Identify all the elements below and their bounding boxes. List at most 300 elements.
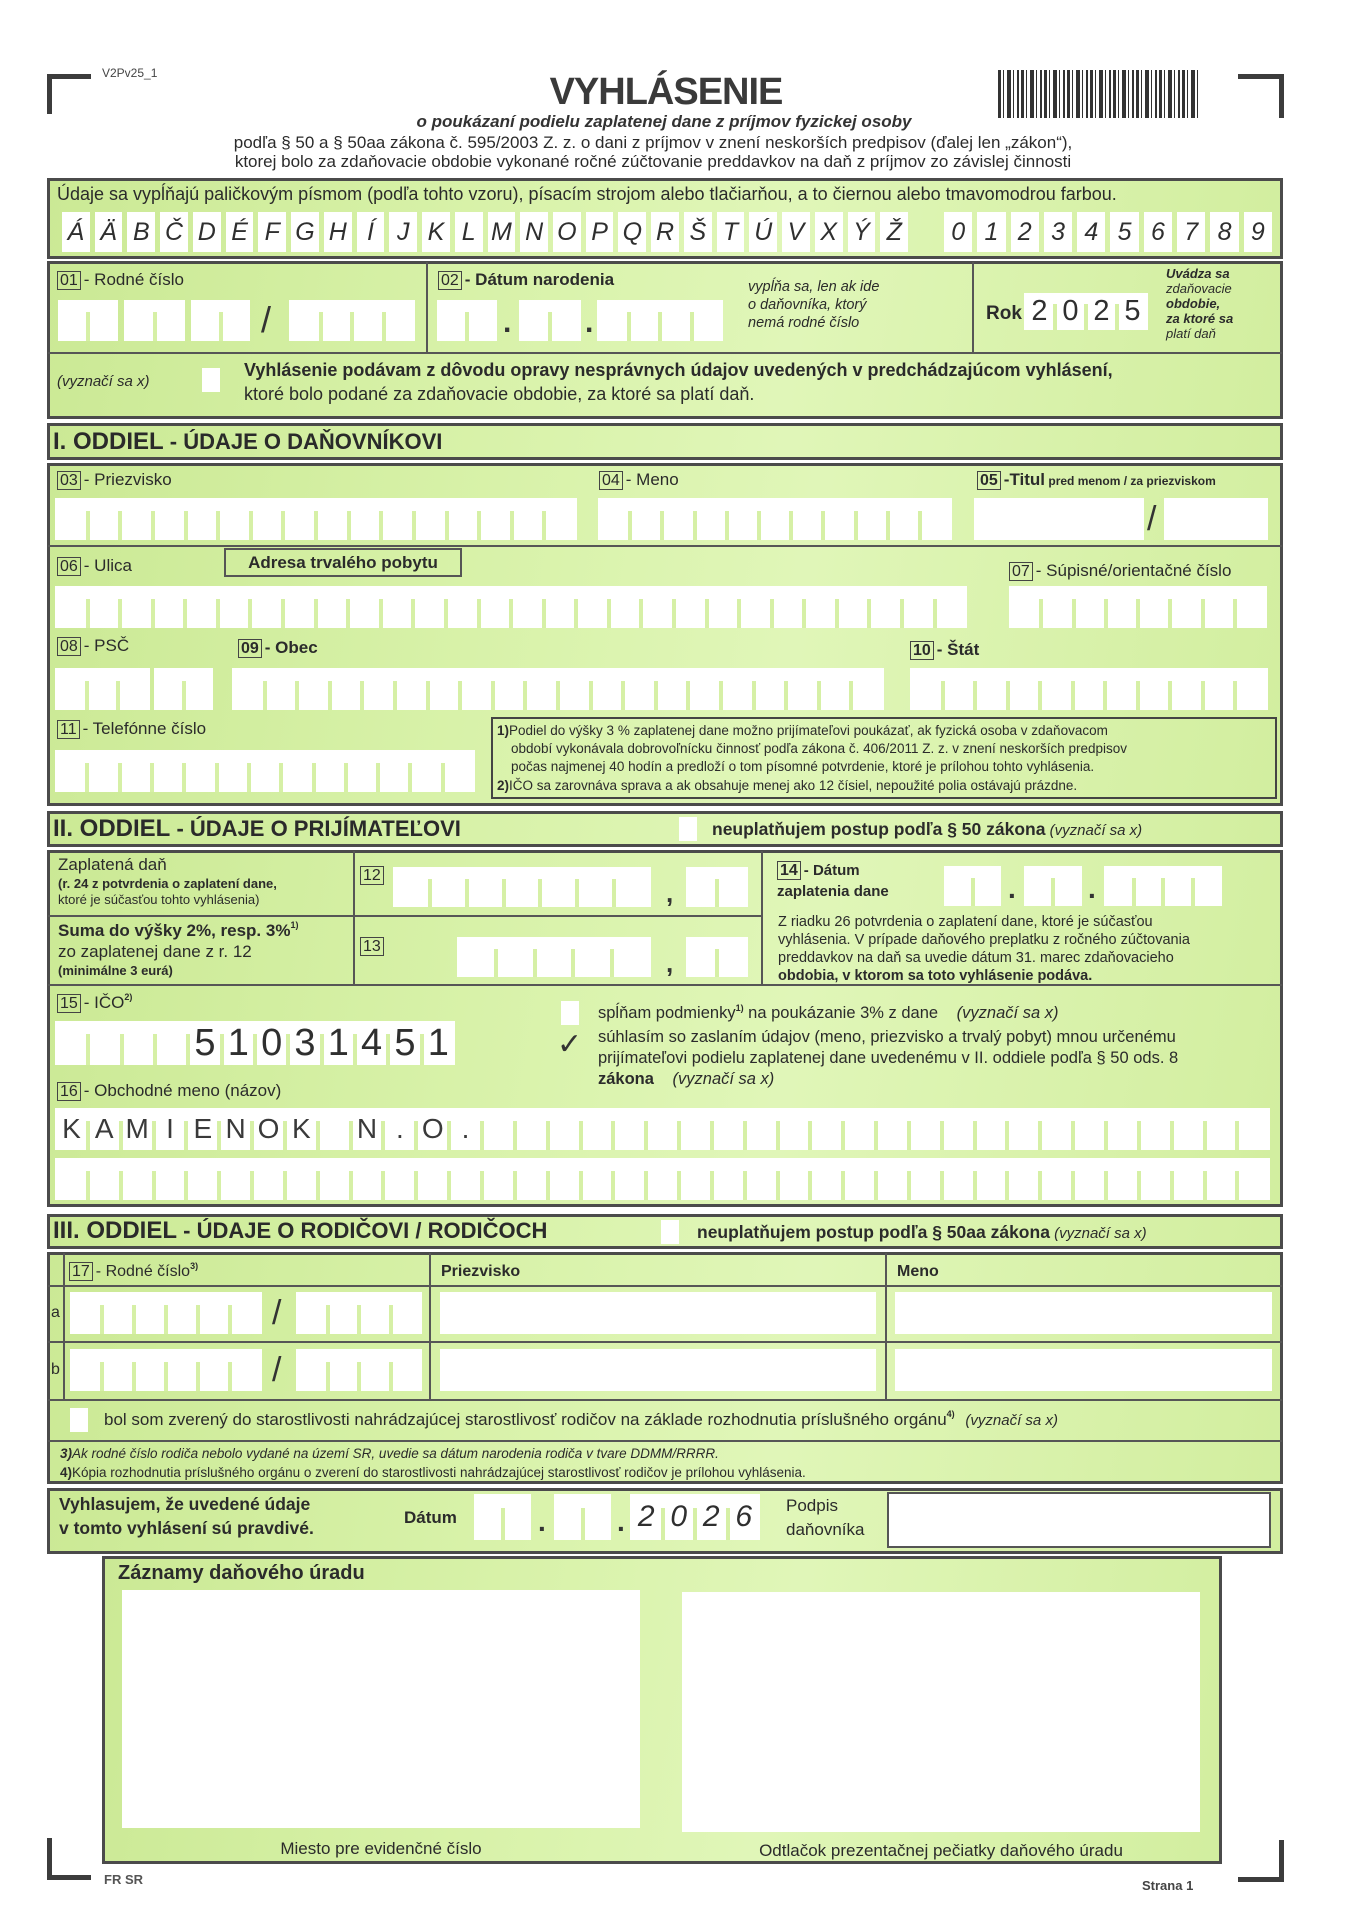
input-cell[interactable] [629, 300, 661, 341]
input-cell[interactable] [378, 750, 410, 792]
input-cell[interactable] [437, 300, 467, 341]
input-cell[interactable]: K [62, 1113, 81, 1144]
input-cell[interactable] [88, 1021, 121, 1065]
input-cell[interactable]: 1 [222, 1021, 255, 1065]
input-cell[interactable] [384, 300, 416, 341]
input-cell[interactable] [856, 498, 888, 540]
input-cell[interactable] [414, 498, 447, 540]
birth-year-cells[interactable] [597, 300, 723, 341]
input-cell[interactable] [1073, 1158, 1106, 1200]
declaration-day-cells[interactable] [474, 1494, 531, 1540]
input-cell[interactable] [102, 1292, 134, 1334]
input-cell[interactable]: 5 [388, 1021, 421, 1065]
input-cell[interactable] [154, 668, 184, 710]
input-cell[interactable] [479, 586, 512, 628]
input-cell[interactable] [1163, 866, 1193, 906]
input-cell[interactable] [251, 498, 284, 540]
birth-month-cells[interactable] [519, 300, 581, 341]
conditions-checkbox[interactable] [561, 1001, 579, 1025]
input-cell[interactable] [819, 668, 852, 710]
suma-cents-cells[interactable] [686, 937, 748, 977]
input-cell[interactable] [550, 300, 581, 341]
input-cell[interactable]: 1 [422, 1021, 455, 1065]
input-cell[interactable] [613, 1158, 646, 1200]
input-cell[interactable] [1235, 668, 1268, 710]
input-cell[interactable] [328, 1292, 360, 1334]
rodne-cislo-cells-2[interactable] [124, 300, 185, 341]
parent-b-priezvisko-input[interactable] [440, 1349, 876, 1391]
input-cell[interactable] [598, 498, 630, 540]
input-cell[interactable] [902, 586, 935, 628]
input-cell[interactable] [935, 586, 967, 628]
input-cell[interactable] [155, 1021, 188, 1065]
input-cell[interactable] [154, 1158, 187, 1200]
input-cell[interactable] [975, 1108, 1008, 1150]
input-cell[interactable] [558, 668, 591, 710]
input-cell[interactable] [328, 1349, 360, 1391]
input-cell[interactable] [217, 750, 249, 792]
input-cell[interactable] [942, 1108, 975, 1150]
input-cell[interactable] [591, 668, 624, 710]
input-cell[interactable] [55, 1158, 88, 1200]
input-cell[interactable] [1106, 586, 1138, 628]
input-cell[interactable]: 2 [1086, 293, 1117, 330]
input-cell[interactable] [218, 586, 251, 628]
input-cell[interactable] [58, 300, 88, 341]
input-cell[interactable]: E [186, 1108, 219, 1150]
input-cell[interactable] [712, 1158, 745, 1200]
input-cell[interactable] [754, 668, 787, 710]
input-cell[interactable] [851, 668, 884, 710]
input-cell[interactable] [1024, 866, 1053, 906]
input-cell[interactable] [1237, 1158, 1270, 1200]
input-cell[interactable] [87, 668, 119, 710]
obec-cells[interactable] [232, 668, 884, 710]
input-cell[interactable] [739, 586, 772, 628]
input-cell[interactable] [504, 867, 541, 907]
input-cell[interactable] [1237, 1108, 1270, 1150]
input-cell[interactable] [688, 668, 721, 710]
input-cell[interactable] [837, 586, 870, 628]
input-cell[interactable] [166, 1349, 198, 1391]
input-cell[interactable] [359, 1349, 391, 1391]
input-cell[interactable]: N [219, 1108, 252, 1150]
input-cell[interactable] [612, 937, 651, 977]
payment-month-cells[interactable] [1024, 866, 1082, 906]
input-cell[interactable] [351, 1158, 384, 1200]
input-cell[interactable] [1235, 586, 1267, 628]
input-cell[interactable] [362, 668, 395, 710]
input-cell[interactable] [155, 300, 186, 341]
priezvisko-cells[interactable] [55, 498, 577, 540]
rodne-cislo-cells-1[interactable] [58, 300, 118, 341]
input-cell[interactable] [876, 1108, 909, 1150]
psc-cells-1[interactable] [55, 668, 150, 710]
input-cell[interactable] [1172, 1158, 1205, 1200]
input-cell[interactable] [973, 866, 1002, 906]
stat-cells[interactable] [910, 668, 1268, 710]
input-cell[interactable] [515, 1108, 548, 1150]
input-cell[interactable]: K [285, 1108, 318, 1150]
input-cell[interactable] [449, 1158, 482, 1200]
input-cell[interactable] [318, 1158, 351, 1200]
input-cell[interactable] [511, 586, 544, 628]
input-cell[interactable] [1138, 668, 1171, 710]
input-cell[interactable] [679, 1108, 712, 1150]
input-cell[interactable] [314, 750, 346, 792]
correction-checkbox[interactable] [202, 368, 220, 392]
input-cell[interactable] [346, 750, 378, 792]
input-cell[interactable] [1106, 1108, 1139, 1150]
input-cell[interactable] [1139, 1158, 1172, 1200]
input-cell[interactable] [428, 668, 461, 710]
input-cell[interactable] [1172, 1108, 1205, 1150]
input-cell[interactable]: . [383, 1108, 416, 1150]
input-cell[interactable] [153, 586, 186, 628]
input-cell[interactable] [316, 498, 349, 540]
input-cell[interactable] [348, 586, 381, 628]
input-cell[interactable] [1009, 586, 1041, 628]
input-cell[interactable] [778, 1158, 811, 1200]
input-cell[interactable]: 1 [322, 1021, 355, 1065]
input-cell[interactable] [283, 498, 316, 540]
input-cell[interactable]: 0 [255, 1021, 288, 1065]
parent-b-rc-cells-2[interactable] [296, 1349, 422, 1391]
input-cell[interactable] [909, 1108, 942, 1150]
input-cell[interactable] [186, 1158, 219, 1200]
input-cell[interactable] [727, 498, 759, 540]
input-cell[interactable] [614, 867, 651, 907]
input-cell[interactable] [443, 750, 475, 792]
psc-cells-2[interactable] [154, 668, 213, 710]
input-cell[interactable] [786, 668, 819, 710]
parent-b-rc-cells-1[interactable] [70, 1349, 262, 1391]
input-cell[interactable] [352, 300, 384, 341]
input-cell[interactable] [230, 1349, 262, 1391]
payment-year-cells[interactable] [1104, 866, 1222, 906]
input-cell[interactable] [265, 668, 298, 710]
parent-a-rc-cells-1[interactable] [70, 1292, 262, 1334]
input-cell[interactable] [1203, 586, 1235, 628]
input-cell[interactable] [810, 1158, 843, 1200]
input-cell[interactable] [888, 498, 920, 540]
input-cell[interactable] [152, 750, 184, 792]
telefon-cells[interactable] [55, 750, 475, 792]
input-cell[interactable] [778, 1108, 811, 1150]
input-cell[interactable] [493, 668, 526, 710]
input-cell[interactable] [540, 867, 577, 907]
input-cell[interactable]: 6 [728, 1494, 761, 1540]
input-cell[interactable] [876, 1158, 909, 1200]
input-cell[interactable] [646, 1158, 679, 1200]
input-cell[interactable] [296, 1292, 328, 1334]
input-cell[interactable] [383, 1158, 416, 1200]
input-cell[interactable] [446, 586, 479, 628]
input-cell[interactable] [717, 937, 748, 977]
input-cell[interactable]: 0 [663, 1494, 696, 1540]
input-cell[interactable] [1073, 1108, 1106, 1150]
input-cell[interactable] [474, 1494, 503, 1540]
input-cell[interactable] [910, 668, 943, 710]
input-cell[interactable] [230, 1292, 262, 1334]
zaplatena-dan-cells[interactable] [393, 867, 651, 907]
input-cell[interactable] [1073, 668, 1106, 710]
input-cell[interactable] [191, 300, 221, 341]
input-cell[interactable] [686, 937, 717, 977]
input-cell[interactable] [717, 867, 748, 907]
input-cell[interactable] [391, 1292, 423, 1334]
input-cell[interactable] [198, 1292, 230, 1334]
input-cell[interactable] [623, 668, 656, 710]
titul-pred-input[interactable] [974, 498, 1144, 540]
input-cell[interactable] [413, 586, 446, 628]
input-cell[interactable] [55, 586, 88, 628]
signature-field[interactable] [887, 1492, 1271, 1548]
input-cell[interactable] [70, 1349, 102, 1391]
input-cell[interactable] [395, 668, 428, 710]
input-cell[interactable] [281, 750, 313, 792]
parent-a-priezvisko-input[interactable] [440, 1292, 876, 1334]
input-cell[interactable] [120, 498, 153, 540]
parent-b-meno-input[interactable] [895, 1349, 1272, 1391]
input-cell[interactable] [544, 498, 577, 540]
input-cell[interactable] [745, 1158, 778, 1200]
input-cell[interactable] [185, 586, 218, 628]
input-cell[interactable] [120, 750, 152, 792]
input-cell[interactable] [124, 300, 155, 341]
input-cell[interactable]: O [416, 1108, 449, 1150]
input-cell[interactable] [232, 668, 265, 710]
section3-opt-out-checkbox[interactable] [661, 1220, 679, 1244]
parent-a-rc-cells-2[interactable] [296, 1292, 422, 1334]
input-cell[interactable] [330, 668, 363, 710]
input-cell[interactable] [721, 668, 754, 710]
input-cell[interactable] [535, 937, 574, 977]
input-cell[interactable]: 0 [1055, 293, 1086, 330]
input-cell[interactable] [186, 498, 219, 540]
input-cell[interactable] [55, 498, 88, 540]
input-cell[interactable] [641, 586, 674, 628]
input-cell[interactable] [120, 586, 153, 628]
input-cell[interactable] [250, 586, 283, 628]
ulica-cells[interactable] [55, 586, 967, 628]
input-cell[interactable] [55, 750, 87, 792]
rok-cells[interactable] [1024, 293, 1148, 330]
input-cell[interactable] [975, 668, 1008, 710]
input-cell[interactable] [660, 300, 692, 341]
input-cell[interactable] [1205, 1108, 1238, 1150]
input-cell[interactable] [321, 300, 353, 341]
input-cell[interactable] [943, 668, 976, 710]
input-cell[interactable]: . [449, 1108, 482, 1150]
input-cell[interactable] [613, 1108, 646, 1150]
input-cell[interactable] [467, 300, 497, 341]
input-cell[interactable] [416, 1158, 449, 1200]
input-cell[interactable] [122, 1021, 155, 1065]
input-cell[interactable]: O [252, 1108, 285, 1150]
obchodne-meno-cells-row-2[interactable] [55, 1158, 1270, 1200]
input-cell[interactable] [525, 668, 558, 710]
input-cell[interactable] [544, 586, 577, 628]
input-cell[interactable] [88, 498, 121, 540]
input-cell[interactable] [548, 1158, 581, 1200]
rodne-cislo-cells-3[interactable] [191, 300, 250, 341]
input-cell[interactable]: N [351, 1108, 384, 1150]
custody-checkbox[interactable] [70, 1408, 88, 1432]
input-cell[interactable] [843, 1158, 876, 1200]
input-cell[interactable] [457, 937, 496, 977]
input-cell[interactable] [1170, 668, 1203, 710]
input-cell[interactable] [482, 1108, 515, 1150]
input-cell[interactable] [609, 586, 642, 628]
input-cell[interactable] [219, 1158, 252, 1200]
ico-cells[interactable] [55, 1021, 455, 1065]
consent-checkmark[interactable]: ✓ [557, 1028, 583, 1061]
rodne-cislo-cells-4[interactable] [289, 300, 415, 341]
input-cell[interactable] [1139, 1108, 1172, 1150]
input-cell[interactable] [285, 1158, 318, 1200]
input-cell[interactable] [772, 586, 805, 628]
input-cell[interactable] [1040, 668, 1073, 710]
input-cell[interactable] [944, 866, 973, 906]
input-cell[interactable] [573, 937, 612, 977]
input-cell[interactable] [460, 668, 493, 710]
declaration-month-cells[interactable] [554, 1494, 611, 1540]
input-cell[interactable] [430, 867, 467, 907]
meno-cells[interactable] [598, 498, 952, 540]
input-cell[interactable] [662, 498, 694, 540]
input-cell[interactable] [381, 498, 414, 540]
input-cell[interactable] [515, 1158, 548, 1200]
section2-opt-out-checkbox[interactable] [679, 817, 697, 841]
input-cell[interactable] [359, 1292, 391, 1334]
input-cell[interactable] [479, 498, 512, 540]
input-cell[interactable] [712, 1108, 745, 1150]
input-cell[interactable] [55, 668, 87, 710]
input-cell[interactable] [297, 668, 330, 710]
input-cell[interactable] [283, 586, 316, 628]
input-cell[interactable]: 2 [1031, 295, 1048, 327]
input-cell[interactable] [349, 498, 382, 540]
titul-za-input[interactable] [1164, 498, 1268, 540]
input-cell[interactable] [823, 498, 855, 540]
input-cell[interactable] [656, 668, 689, 710]
input-cell[interactable]: 5 [1117, 293, 1148, 330]
input-cell[interactable] [1193, 866, 1223, 906]
input-cell[interactable] [252, 1158, 285, 1200]
input-cell[interactable] [447, 498, 480, 540]
input-cell[interactable] [87, 750, 119, 792]
input-cell[interactable] [467, 867, 504, 907]
input-cell[interactable] [695, 498, 727, 540]
input-cell[interactable]: 5 [188, 1021, 221, 1065]
input-cell[interactable] [581, 1108, 614, 1150]
input-cell[interactable]: 4 [355, 1021, 388, 1065]
input-cell[interactable] [920, 498, 952, 540]
input-cell[interactable] [686, 867, 717, 907]
input-cell[interactable] [88, 586, 121, 628]
input-cell[interactable] [975, 1158, 1008, 1200]
input-cell[interactable] [118, 668, 150, 710]
input-cell[interactable] [221, 300, 251, 341]
input-cell[interactable] [296, 1349, 328, 1391]
input-cell[interactable] [184, 668, 214, 710]
input-cell[interactable] [381, 586, 414, 628]
input-cell[interactable] [554, 1494, 583, 1540]
input-cell[interactable] [1170, 586, 1202, 628]
input-cell[interactable] [1040, 1158, 1073, 1200]
input-cell[interactable] [134, 1349, 166, 1391]
declaration-year-cells[interactable] [630, 1494, 760, 1540]
input-cell[interactable] [597, 300, 629, 341]
input-cell[interactable] [1138, 586, 1170, 628]
input-cell[interactable] [674, 586, 707, 628]
input-cell[interactable] [692, 300, 724, 341]
input-cell[interactable] [1203, 668, 1236, 710]
suma-cells[interactable] [457, 937, 651, 977]
input-cell[interactable] [519, 300, 550, 341]
input-cell[interactable] [1104, 866, 1134, 906]
input-cell[interactable] [707, 586, 740, 628]
input-cell[interactable] [249, 750, 281, 792]
input-cell[interactable]: M [121, 1108, 154, 1150]
input-cell[interactable] [218, 498, 251, 540]
input-cell[interactable] [316, 586, 349, 628]
input-cell[interactable] [70, 1292, 102, 1334]
input-cell[interactable]: 2 [637, 1500, 655, 1533]
input-cell[interactable] [121, 1158, 154, 1200]
input-cell[interactable] [289, 300, 321, 341]
input-cell[interactable] [679, 1158, 712, 1200]
input-cell[interactable] [909, 1158, 942, 1200]
input-cell[interactable] [496, 937, 535, 977]
input-cell[interactable] [869, 586, 902, 628]
input-cell[interactable] [153, 498, 186, 540]
input-cell[interactable] [88, 1158, 121, 1200]
input-cell[interactable] [646, 1108, 679, 1150]
input-cell[interactable] [1074, 586, 1106, 628]
input-cell[interactable] [1105, 668, 1138, 710]
input-cell[interactable] [577, 867, 614, 907]
input-cell[interactable] [393, 867, 430, 907]
input-cell[interactable] [745, 1108, 778, 1150]
input-cell[interactable] [318, 1108, 351, 1150]
input-cell[interactable] [1134, 866, 1164, 906]
input-cell[interactable] [942, 1158, 975, 1200]
input-cell[interactable] [1007, 1158, 1040, 1200]
input-cell[interactable]: A [88, 1108, 121, 1150]
input-cell[interactable] [184, 750, 216, 792]
input-cell[interactable] [134, 1292, 166, 1334]
input-cell[interactable] [102, 1349, 134, 1391]
input-cell[interactable] [759, 498, 791, 540]
input-cell[interactable]: I [154, 1108, 187, 1150]
input-cell[interactable] [810, 1108, 843, 1150]
input-cell[interactable] [1041, 586, 1073, 628]
input-cell[interactable] [88, 300, 118, 341]
input-cell[interactable] [576, 586, 609, 628]
input-cell[interactable] [1053, 866, 1082, 906]
input-cell[interactable]: 3 [288, 1021, 321, 1065]
input-cell[interactable] [512, 498, 545, 540]
input-cell[interactable] [1040, 1108, 1073, 1150]
birth-day-cells[interactable] [437, 300, 497, 341]
input-cell[interactable] [630, 498, 662, 540]
input-cell[interactable]: 2 [695, 1494, 728, 1540]
input-cell[interactable] [391, 1349, 423, 1391]
input-cell[interactable] [581, 1158, 614, 1200]
input-cell[interactable] [1007, 1108, 1040, 1150]
